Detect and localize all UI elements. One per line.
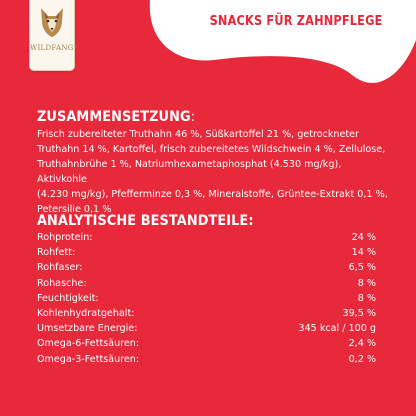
analytics-value: 0,2 % [348,353,376,365]
analytics-value: 8 % [357,277,376,289]
analytics-value: 6,5 % [348,262,376,274]
analytics-title: ANALYTISCHE BESTANDTEILE: [37,213,254,229]
analytics-label: Kohlenhydratgehalt: [37,307,135,319]
composition-title: ZUSAMMENSETZUNG: [37,109,196,125]
composition-text [37,127,393,218]
analytics-value: 345 kcal / 100 g [298,323,376,335]
analytics-label: Feuchtigkeit: [37,292,99,304]
analytics-value: 8 % [357,292,376,304]
analytics-row [37,352,376,367]
analytics-label: Rohfett: [37,247,76,259]
analytics-label: Omega-3-Fettsäuren: [37,353,140,365]
analytics-row [37,260,376,275]
analytics-row [37,230,376,245]
composition-line: Petersilie 0,1 % [37,204,112,216]
wolf-head-icon [38,6,66,38]
analytics-row [37,336,376,351]
analytics-row [37,306,376,321]
composition-line: Frisch zubereiteter Truthahn 46 %, Süßkartoffel 21 %, getrockneter [37,129,359,140]
analytics-table [37,230,376,367]
analytics-label: Rohfaser: [37,262,83,274]
analytics-value: 39,5 % [342,307,376,319]
headline: SNACKS FÜR ZAHNPFLEGE [209,13,383,29]
analytics-label: Omega-6-Fettsäuren: [37,338,140,350]
analytics-label: Umsetzbare Energie: [37,323,138,335]
composition-line: Truthahnbrühe 1 %, Natriumhexametaphosphat (4.530 mg/kg), Aktivkohle [37,159,342,186]
analytics-row [37,276,376,291]
analytics-row [37,321,376,336]
analytics-value: 2,4 % [348,338,376,350]
analytics-label: Rohasche: [37,277,87,289]
analytics-value: 14 % [351,247,376,259]
brand-name: WILDFANG® [30,44,78,52]
analytics-label: Rohprotein: [37,232,93,243]
analytics-row [37,245,376,260]
analytics-value: 24 % [351,232,376,243]
composition-line: (4.230 mg/kg), Pfefferminze 0,3 %, Mineralstoffe, Grüntee-Extrakt 0,1 %, [37,189,388,201]
composition-line: Truthahn 14 %, Kartoffel, frisch zubereitetes Wildschwein 4 %, Zellulose, [37,144,386,156]
analytics-row [37,291,376,306]
brand-logo [29,0,78,71]
